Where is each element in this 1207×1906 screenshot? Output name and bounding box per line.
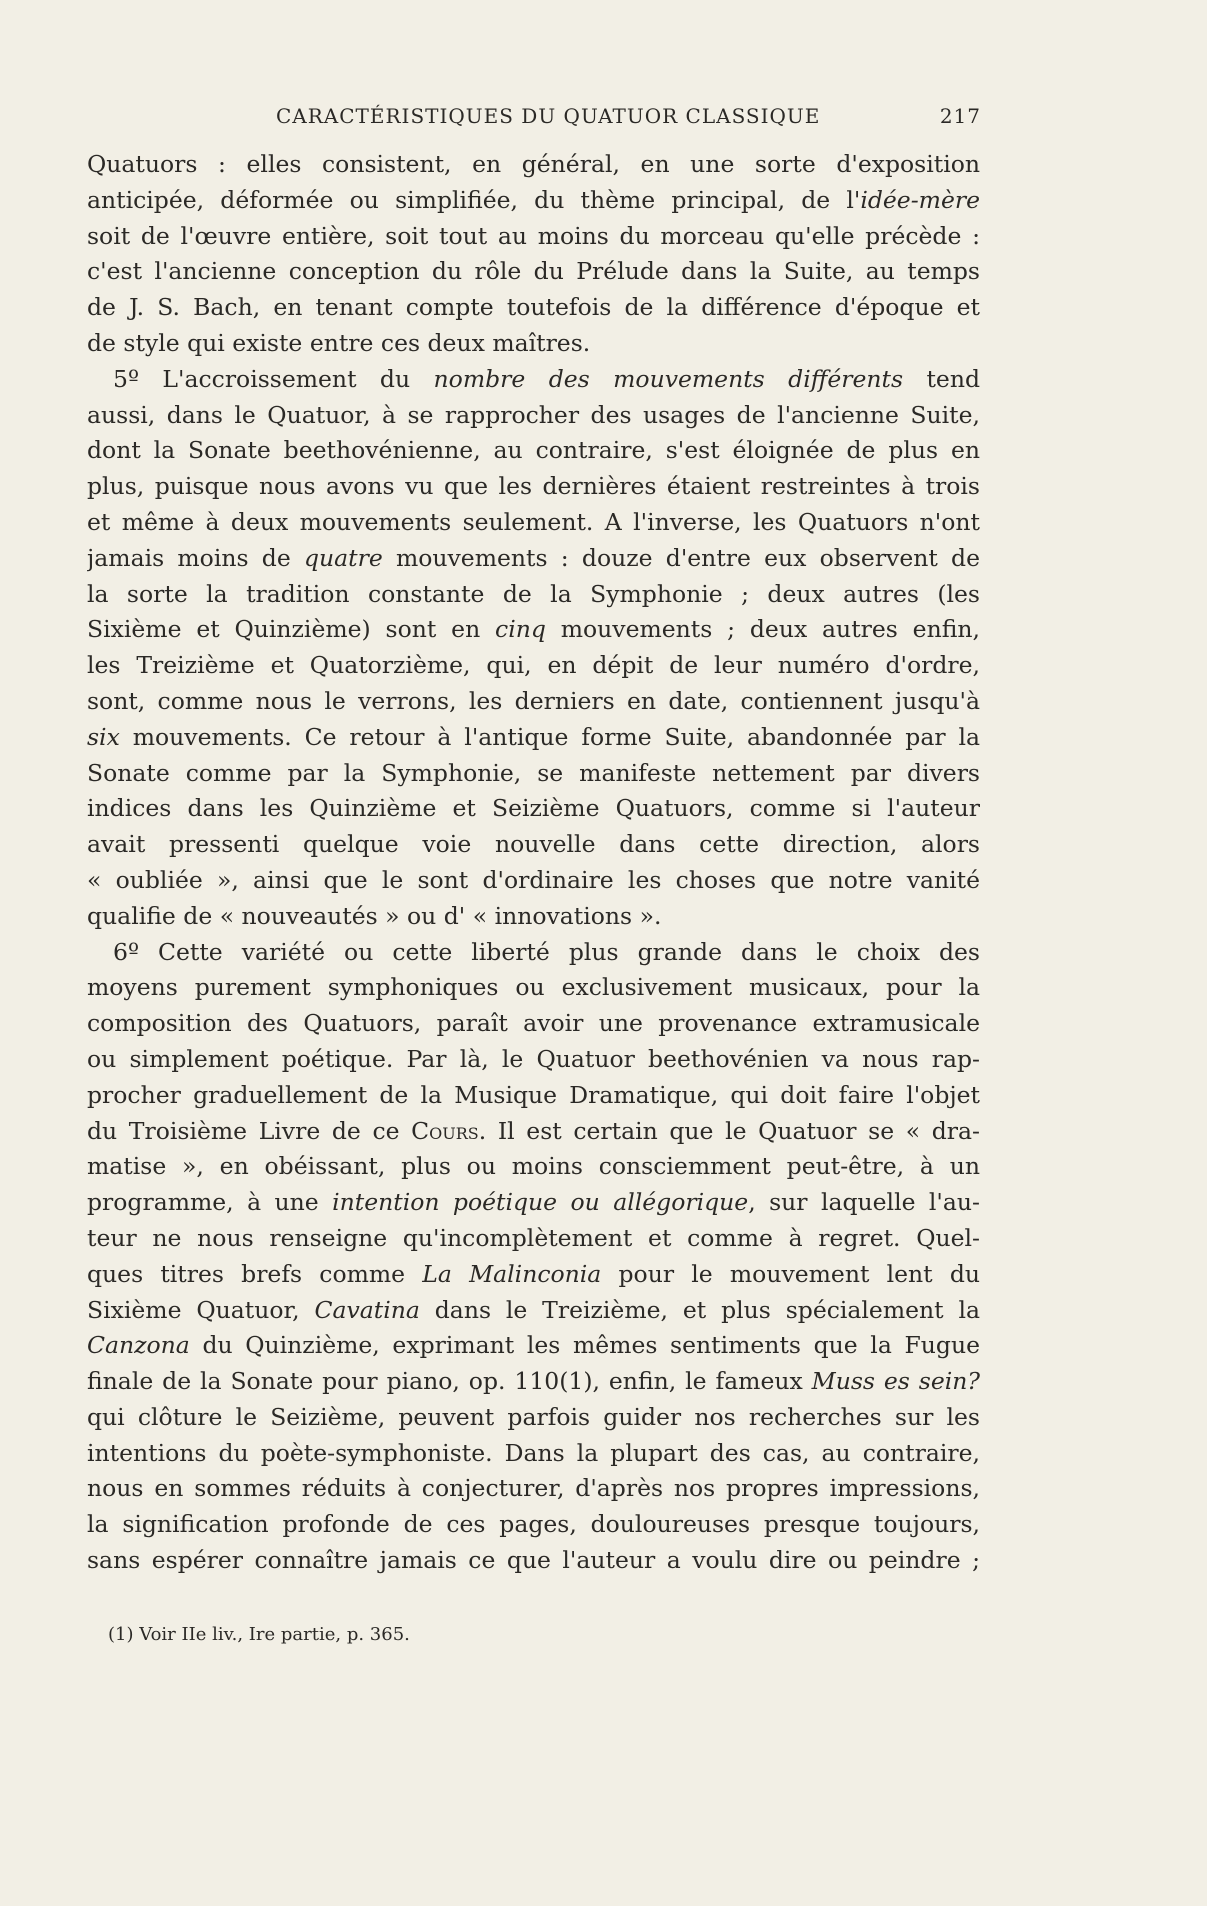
text-line: finale de la Sonate pour piano, op. 110(1), enfin, le fameux Muss es sein? (87, 1367, 980, 1396)
text-line: nous en sommes réduits à conjecturer, d'après nos propres impressions, (87, 1474, 980, 1503)
text-line: indices dans les Quinzième et Seizième Quatuors, comme si l'auteur (87, 794, 980, 823)
text-line: moyens purement symphoniques ou exclusivement musicaux, pour la (87, 973, 980, 1002)
text-line: aussi, dans le Quatuor, à se rapprocher des usages de l'ancienne Suite, (87, 400, 980, 429)
text-line: qualifie de « nouveautés » ou d' « innovations ». (87, 901, 662, 930)
text-line: Sixième Quatuor, Cavatina dans le Treizième, et plus spécialement la (87, 1295, 980, 1324)
text-line: la sorte la tradition constante de la Symphonie ; deux autres (les (87, 579, 980, 608)
text-line: ques titres brefs comme La Malinconia pour le mouvement lent du (87, 1259, 980, 1288)
text-line: plus, puisque nous avons vu que les dernières étaient restreintes à trois (87, 472, 980, 501)
running-title: CARACTÉRISTIQUES DU QUATUOR CLASSIQUE (276, 104, 821, 128)
text-line: de style qui existe entre ces deux maîtres. (87, 328, 591, 357)
text-line: c'est l'ancienne conception du rôle du Prélude dans la Suite, au temps (87, 257, 980, 286)
text-line: qui clôture le Seizième, peuvent parfois guider nos recherches sur les (87, 1402, 980, 1431)
text-line: Quatuors : elles consistent, en général, en une sorte d'exposition (87, 150, 980, 178)
text-line: dont la Sonate beethovénienne, au contraire, s'est éloignée de plus en (87, 436, 980, 465)
text-line: Sonate comme par la Symphonie, se manifeste nettement par divers (87, 758, 980, 787)
page-number: 217 (939, 104, 981, 128)
text-line: ou simplement poétique. Par là, le Quatuor beethovénien va nous rap- (87, 1044, 980, 1073)
footnote: (1) Voir IIe liv., Ire partie, p. 365. (108, 1624, 410, 1645)
text-line: anticipée, déformée ou simplifiée, du thème principal, de l'idée-mère (87, 185, 980, 214)
text-line: du Troisième Livre de ce Cours. Il est certain que le Quatuor se « dra- (87, 1116, 980, 1145)
text-line: matise », en obéissant, plus ou moins consciemment peut-être, à un (87, 1152, 980, 1181)
text-line: sans espérer connaître jamais ce que l'auteur a voulu dire ou peindre ; (87, 1546, 980, 1575)
text-line: sont, comme nous le verrons, les derniers en date, contiennent jusqu'à (87, 686, 980, 715)
text-line: « oubliée », ainsi que le sont d'ordinaire les choses que notre vanité (87, 865, 980, 894)
text-line: soit de l'œuvre entière, soit tout au moins du morceau qu'elle précède : (87, 221, 980, 250)
text-line: Sixième et Quinzième) sont en cinq mouvements ; deux autres enfin, (87, 615, 980, 644)
body-text (87, 147, 980, 1579)
text-line: procher graduellement de la Musique Dramatique, qui doit faire l'objet (87, 1080, 980, 1109)
text-line: jamais moins de quatre mouvements : douze d'entre eux observent de (87, 543, 980, 572)
text-line: et même à deux mouvements seulement. A l'inverse, les Quatuors n'ont (87, 507, 980, 536)
text-line: intentions du poète-symphoniste. Dans la plupart des cas, au contraire, (87, 1438, 980, 1467)
text-line: de J. S. Bach, en tenant compte toutefois de la différence d'époque et (87, 293, 980, 322)
text-line: avait pressenti quelque voie nouvelle dans cette direction, alors (87, 830, 980, 859)
running-head (88, 104, 981, 134)
text-line: 6º Cette variété ou cette liberté plus grande dans le choix des (113, 937, 980, 966)
text-line: la signification profonde de ces pages, douloureuses presque toujours, (87, 1510, 980, 1539)
text-line: Canzona du Quinzième, exprimant les mêmes sentiments que la Fugue (87, 1331, 980, 1360)
text-line: teur ne nous renseigne qu'incomplètement et comme à regret. Quel- (87, 1223, 980, 1252)
text-line: six mouvements. Ce retour à l'antique forme Suite, abandonnée par la (87, 722, 980, 751)
text-line: les Treizième et Quatorzième, qui, en dépit de leur numéro d'ordre, (87, 651, 980, 680)
text-line: composition des Quatuors, paraît avoir une provenance extramusicale (87, 1009, 980, 1038)
text-line: programme, à une intention poétique ou allégorique, sur laquelle l'au- (87, 1188, 980, 1217)
text-line: 5º L'accroissement du nombre des mouvements différents tend (113, 364, 980, 393)
